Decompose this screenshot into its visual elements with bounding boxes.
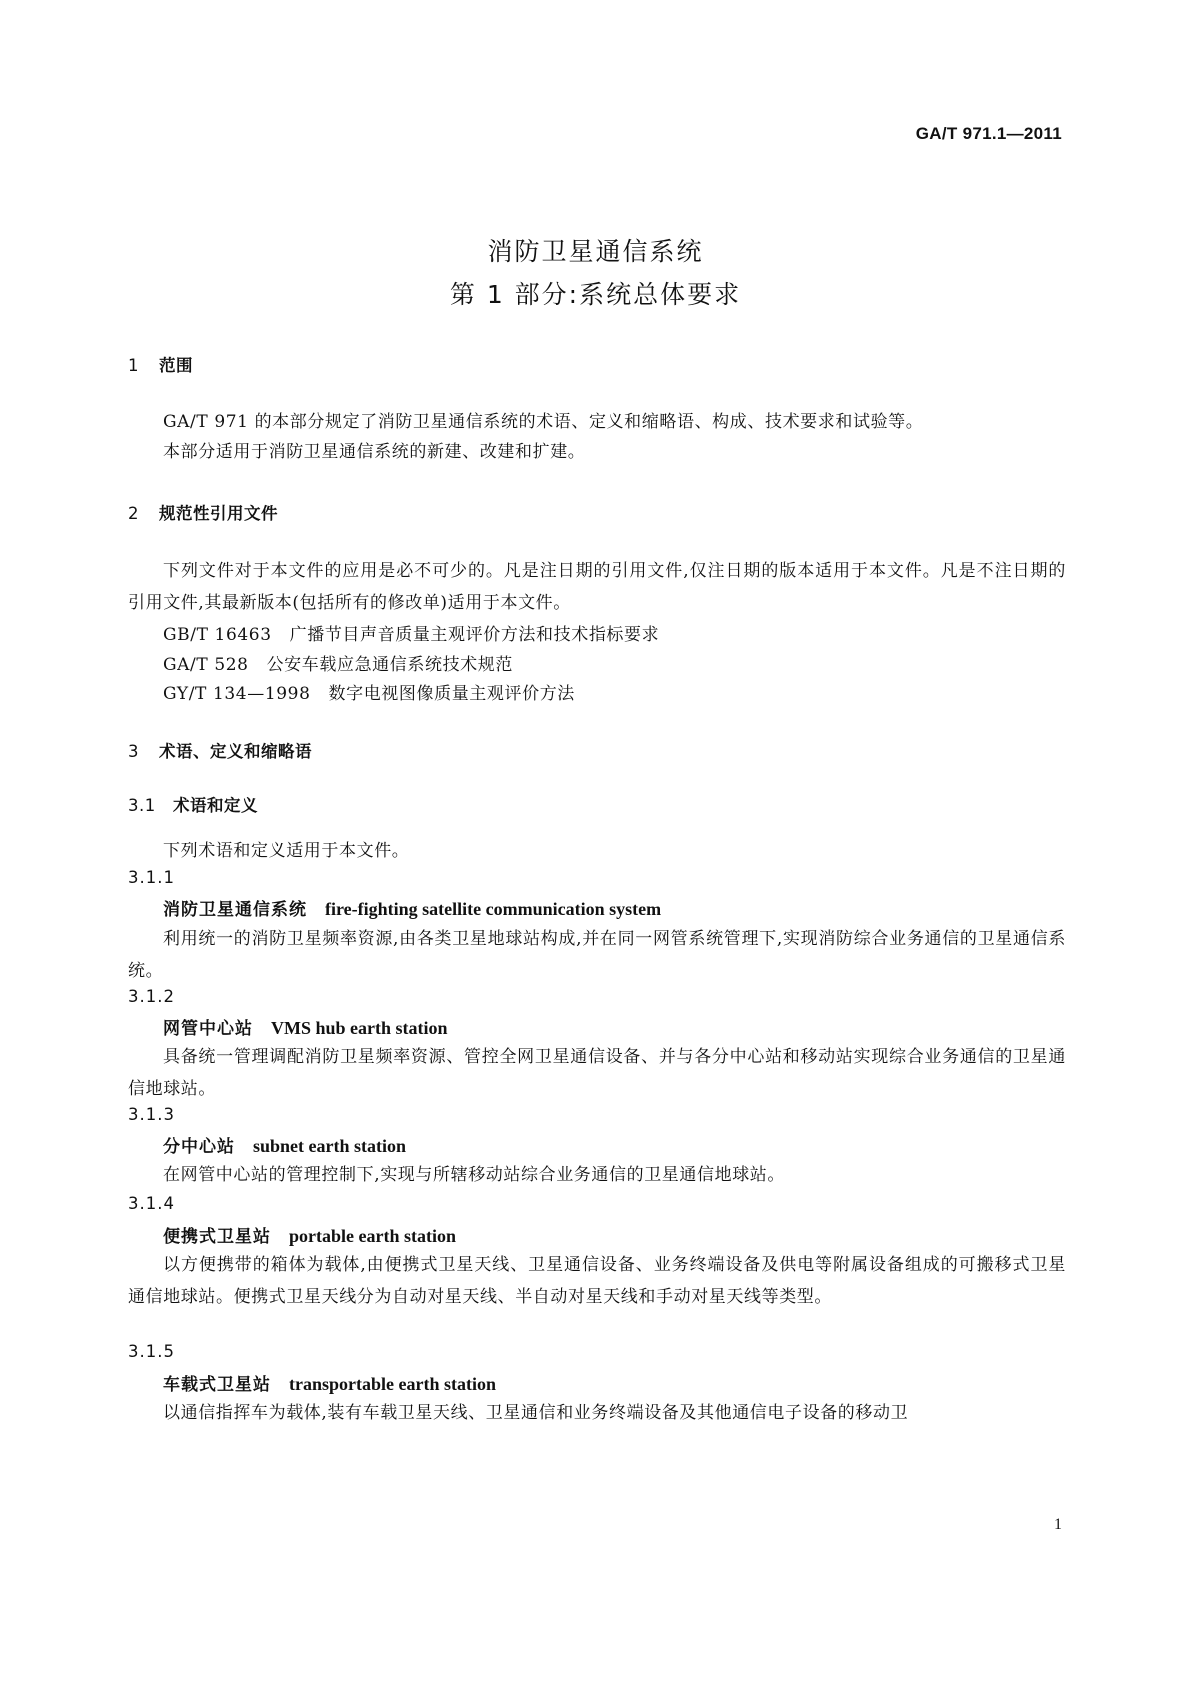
section-number: 2 [128,504,139,523]
section-title: 术语、定义和缩略语 [159,742,312,761]
reference-title: 公安车载应急通信系统技术规范 [266,655,513,675]
term-en: fire-fighting satellite communication system [325,899,662,919]
section-2-heading [128,500,278,524]
term-number: 3.1.3 [128,1105,175,1124]
term-en: transportable earth station [289,1374,496,1394]
term-en: portable earth station [289,1226,456,1246]
term-number: 3.1.4 [128,1194,175,1213]
term-definition: 利用统一的消防卫星频率资源,由各类卫星地球站构成,并在同一网管系统管理下,实现消防综合业务通信的卫星通信系统。 [128,929,1066,981]
page-number: 1 [1054,1516,1062,1533]
term-definition: 以通信指挥车为载体,装有车载卫星天线、卫星通信和业务终端设备及其他通信电子设备的移动卫 [163,1403,909,1423]
reference-item [163,650,513,675]
term-heading [163,1370,496,1395]
term-en: subnet earth station [253,1136,407,1156]
section-number: 1 [128,356,139,375]
term-zh: 车载式卫星站 [163,1375,271,1395]
section-1-para-1: GA/T 971 的本部分规定了消防卫星通信系统的术语、定义和缩略语、构成、技术要求和试验等。 [163,412,924,432]
subsection-number: 3.1 [128,796,156,815]
term-heading [163,1222,456,1247]
term-definition: 以方便携带的箱体为载体,由便携式卫星天线、卫星通信设备、业务终端设备及供电等附属设备组成的可搬移式卫星通信地球站。便携式卫星天线分为自动对星天线、半自动对星天线和手动对星天线等类型。 [128,1255,1066,1307]
section-title: 范围 [159,356,193,375]
term-number: 3.1.2 [128,987,175,1006]
reference-title: 数字电视图像质量主观评价方法 [328,684,575,704]
terms-intro: 下列术语和定义适用于本文件。 [163,841,410,861]
standard-code: GA/T 971.1—2011 [915,124,1062,143]
section-2-para: 下列文件对于本文件的应用是必不可少的。凡是注日期的引用文件,仅注日期的版本适用于本文件。凡是不注日期的引用文件,其最新版本(包括所有的修改单)适用于本文件。 [128,561,1066,613]
reference-item [163,679,575,704]
term-en: VMS hub earth station [271,1018,448,1038]
term-definition: 在网管中心站的管理控制下,实现与所辖移动站综合业务通信的卫星通信地球站。 [163,1165,786,1185]
section-number: 3 [128,742,139,761]
section-1-para-2: 本部分适用于消防卫星通信系统的新建、改建和扩建。 [163,442,586,462]
term-zh: 网管中心站 [163,1019,253,1039]
term-heading [163,1014,448,1039]
reference-code: GY/T 134—1998 [163,684,311,704]
term-zh: 消防卫星通信系统 [163,900,307,920]
term-number: 3.1.1 [128,868,175,887]
section-3-heading [128,738,312,762]
subsection-3-1-heading [128,792,258,816]
section-1-heading [128,352,193,376]
term-heading [163,895,661,920]
term-definition: 具备统一管理调配消防卫星频率资源、管控全网卫星通信设备、并与各分中心站和移动站实现综合业务通信的卫星通信地球站。 [128,1047,1066,1099]
title-line-2: 第 1 部分:系统总体要求 [449,280,742,309]
title-line-1: 消防卫星通信系统 [487,237,704,266]
term-zh: 便携式卫星站 [163,1227,271,1247]
reference-title: 广播节目声音质量主观评价方法和技术指标要求 [289,625,660,645]
term-number: 3.1.5 [128,1342,175,1361]
section-title: 规范性引用文件 [159,504,278,523]
term-zh: 分中心站 [163,1137,235,1157]
reference-item [163,620,659,645]
subsection-title: 术语和定义 [173,796,258,815]
reference-code: GA/T 528 [163,655,249,675]
term-heading [163,1132,406,1157]
reference-code: GB/T 16463 [163,625,272,645]
